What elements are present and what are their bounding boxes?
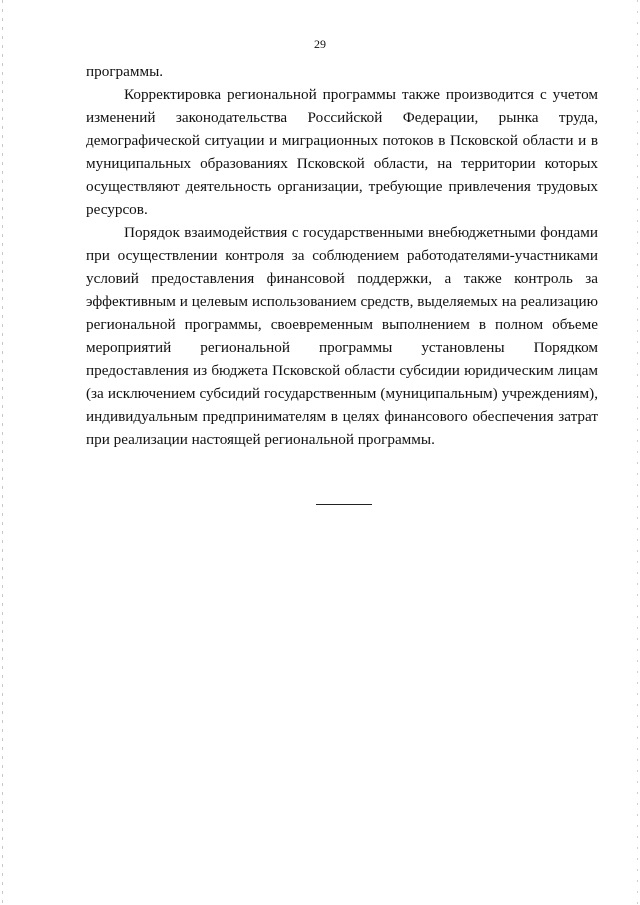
- page-number: 29: [314, 37, 326, 51]
- paragraph-interaction-procedure: Порядок взаимодействия с государственными внебюджетными фондами при осуществлении контроля за соблюдением работодателями-участниками условий предоставления финансовой поддержки, а также контроль за эффективным и целевым использованием средств, выделяемых на реализацию региональной программы, своевременным выполнением в полном объеме мероприятий региональной программы установлены Порядком предоставления из бюджета Псковской области субсидии юридическим лицам (за исключением субсидий государственным (муниципальным) учреждениям), индивидуальным предпринимателям в целях финансового обеспечения затрат при реализации настоящей региональной программы.: [86, 224, 598, 448]
- scan-edge-right: [637, 0, 638, 905]
- scan-edge-left: [2, 0, 3, 905]
- end-divider: [316, 504, 372, 505]
- paragraph-program-adjustment: Корректировка региональной программы также производится с учетом изменений законодательства Российской Федерации, рынка труда, демографической ситуации и миграционных потоков в Псковской области и в муниципальных образованиях Псковской области, на территории которых осуществляют деятельность организации, требующие привлечения трудовых ресурсов.: [86, 86, 598, 218]
- body-text: [86, 60, 598, 451]
- paragraph-continuation: программы.: [86, 63, 164, 80]
